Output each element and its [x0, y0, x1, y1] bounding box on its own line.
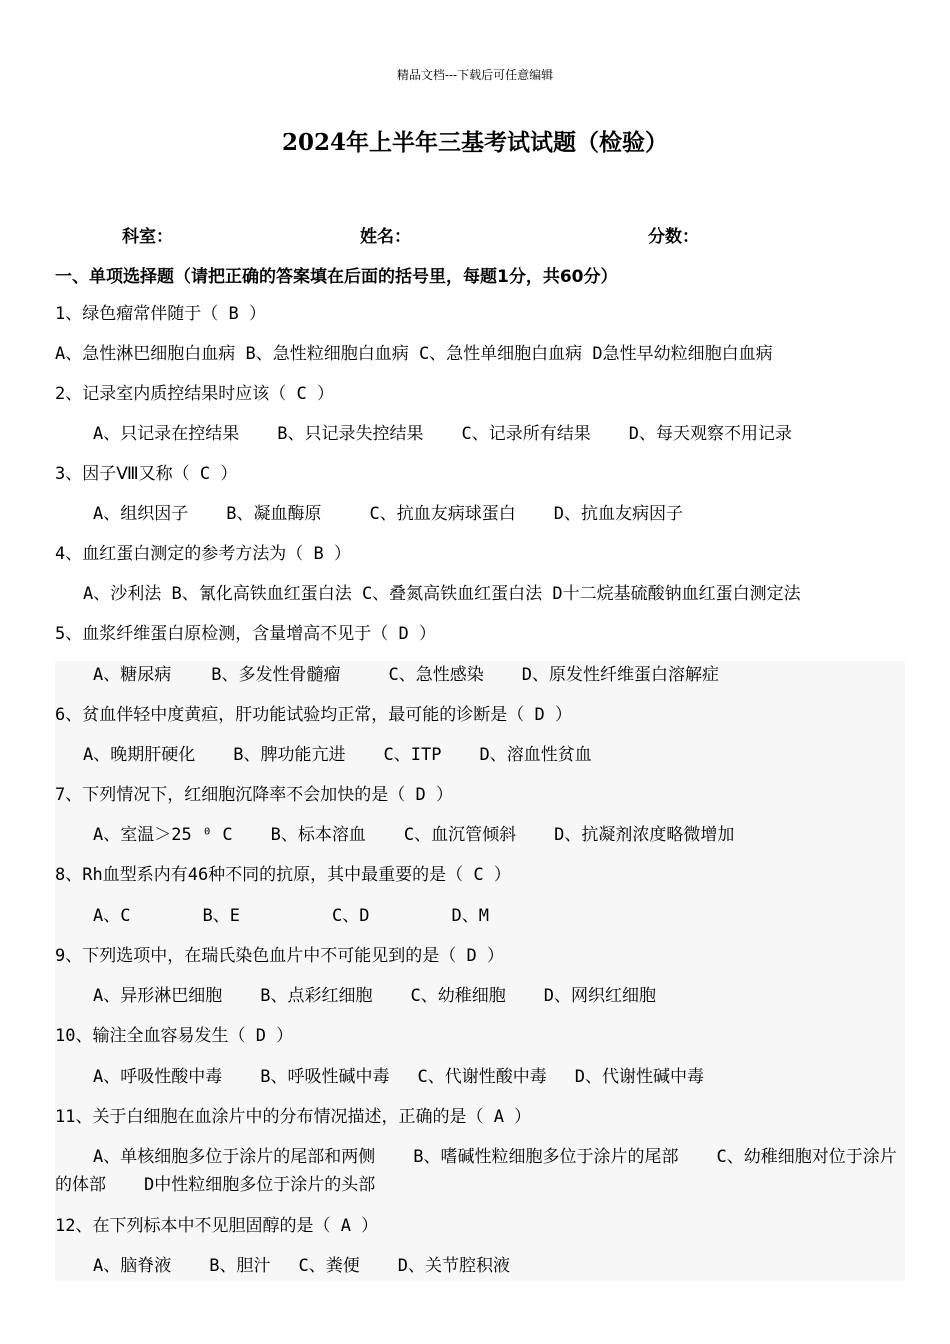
option-c: C、代谢性酸中毒 — [417, 1067, 547, 1087]
option-c: C、抗血友病球蛋白 — [369, 504, 516, 524]
option-b: B、脾功能亢进 — [233, 745, 346, 765]
page-title: 2024年上半年三基考试试题（检验） — [281, 129, 668, 156]
question-7-options — [93, 823, 734, 847]
option-d: D、原发性纤维蛋白溶解症 — [521, 665, 719, 685]
question-2-options — [93, 422, 792, 446]
option-c: C、血沉管倾斜 — [403, 825, 517, 845]
question-3: 3、因子Ⅷ又称（ C ） — [55, 464, 238, 484]
option-a: A、呼吸性酸中毒 — [93, 1067, 223, 1087]
question-8: 8、Rh血型系内有46种不同的抗原，其中最重要的是（ C ） — [55, 865, 511, 885]
question-4: 4、血红蛋白测定的参考方法为（ B ） — [55, 544, 351, 564]
option-b: B、嗜碱性粒细胞多位于涂片的尾部 — [413, 1147, 679, 1167]
option-b: B、E — [202, 906, 240, 926]
question-9-options — [93, 984, 656, 1008]
option-c: C、急性感染 — [388, 665, 484, 685]
score-label: 分数： — [648, 227, 699, 247]
option-d: D、每天观察不用记录 — [628, 424, 792, 444]
question-11: 11、关于白细胞在血涂片中的分布情况描述，正确的是（ A ） — [55, 1107, 532, 1127]
option-b: B、标本溶血 — [270, 825, 366, 845]
question-9: 9、下列选项中，在瑞氏染色血片中不可能见到的是（ D ） — [55, 946, 504, 966]
question-4-options: A、沙利法 B、氰化高铁血红蛋白法 C、叠氮高铁血红蛋白法 D十二烷基硫酸钠血红蛋白测定法 — [83, 584, 801, 604]
option-b: B、点彩红细胞 — [260, 986, 373, 1006]
option-a: A、单核细胞多位于涂片的尾部和两侧 — [93, 1147, 376, 1167]
option-d: D、抗凝剂浓度略微增加 — [554, 825, 735, 845]
question-5-options — [93, 663, 719, 687]
question-6-options — [83, 743, 592, 767]
option-c: C、记录所有结果 — [461, 424, 591, 444]
option-a: A、晚期肝硬化 — [83, 745, 196, 765]
question-10-options — [93, 1065, 704, 1089]
option-a: A、组织因子 — [93, 504, 189, 524]
option-a: A、C — [93, 906, 131, 926]
option-b: B、只记录失控结果 — [277, 424, 424, 444]
option-a: A、异形淋巴细胞 — [93, 986, 223, 1006]
question-7: 7、下列情况下，红细胞沉降率不会加快的是（ D ） — [55, 785, 453, 805]
option-c: C、粪便 — [298, 1256, 360, 1276]
question-1-options: A、急性淋巴细胞白血病 B、急性粒细胞白血病 C、急性单细胞白血病 D急性早幼粒细胞白血病 — [55, 344, 773, 364]
question-1: 1、绿色瘤常伴随于（ B ） — [55, 304, 266, 324]
option-d: D、关节腔积液 — [397, 1256, 510, 1276]
question-3-options — [93, 502, 683, 526]
question-12-options — [93, 1254, 510, 1278]
question-11-options — [55, 1143, 907, 1199]
option-c: C、ITP — [383, 745, 442, 765]
option-d: D、代谢性碱中毒 — [574, 1067, 704, 1087]
dept-label: 科室： — [122, 227, 173, 247]
option-d: D、M — [451, 906, 489, 926]
option-a: A、只记录在控结果 — [93, 424, 240, 444]
option-c: C、D — [331, 906, 370, 926]
header-note: 精品文档---下载后可任意编辑 — [396, 68, 554, 82]
option-b: B、呼吸性碱中毒 — [260, 1067, 390, 1087]
question-8-options — [93, 904, 489, 928]
option-d: D、抗血友病因子 — [553, 504, 683, 524]
section-title: 一、单项选择题（请把正确的答案填在后面的括号里，每题1分，共60分） — [55, 267, 618, 287]
option-b: B、凝血酶原 — [226, 504, 322, 524]
question-5: 5、血浆纤维蛋白原检测，含量增高不见于（ D ） — [55, 624, 436, 644]
option-d: D中性粒细胞多位于涂片的头部 — [144, 1175, 376, 1195]
question-12: 12、在下列标本中不见胆固醇的是（ A ） — [55, 1216, 379, 1236]
question-6: 6、贫血伴轻中度黄疸，肝功能试验均正常，最可能的诊断是（ D ） — [55, 705, 572, 725]
option-a: A、室温＞25 ⁰ C — [93, 825, 233, 845]
option-b: B、胆汁 — [209, 1256, 271, 1276]
option-a: A、糖尿病 — [93, 665, 172, 685]
name-label: 姓名： — [360, 227, 411, 247]
option-c: C、幼稚细胞 — [410, 986, 506, 1006]
option-c: C、幼稚细胞对位于涂片的体部 — [55, 1147, 897, 1195]
option-d: D、溶血性贫血 — [479, 745, 592, 765]
question-2: 2、记录室内质控结果时应该（ C ） — [55, 384, 334, 404]
question-10: 10、输注全血容易发生（ D ） — [55, 1026, 294, 1046]
option-b: B、多发性骨髓瘤 — [211, 665, 341, 685]
option-a: A、脑脊液 — [93, 1256, 172, 1276]
option-d: D、网织红细胞 — [543, 986, 656, 1006]
